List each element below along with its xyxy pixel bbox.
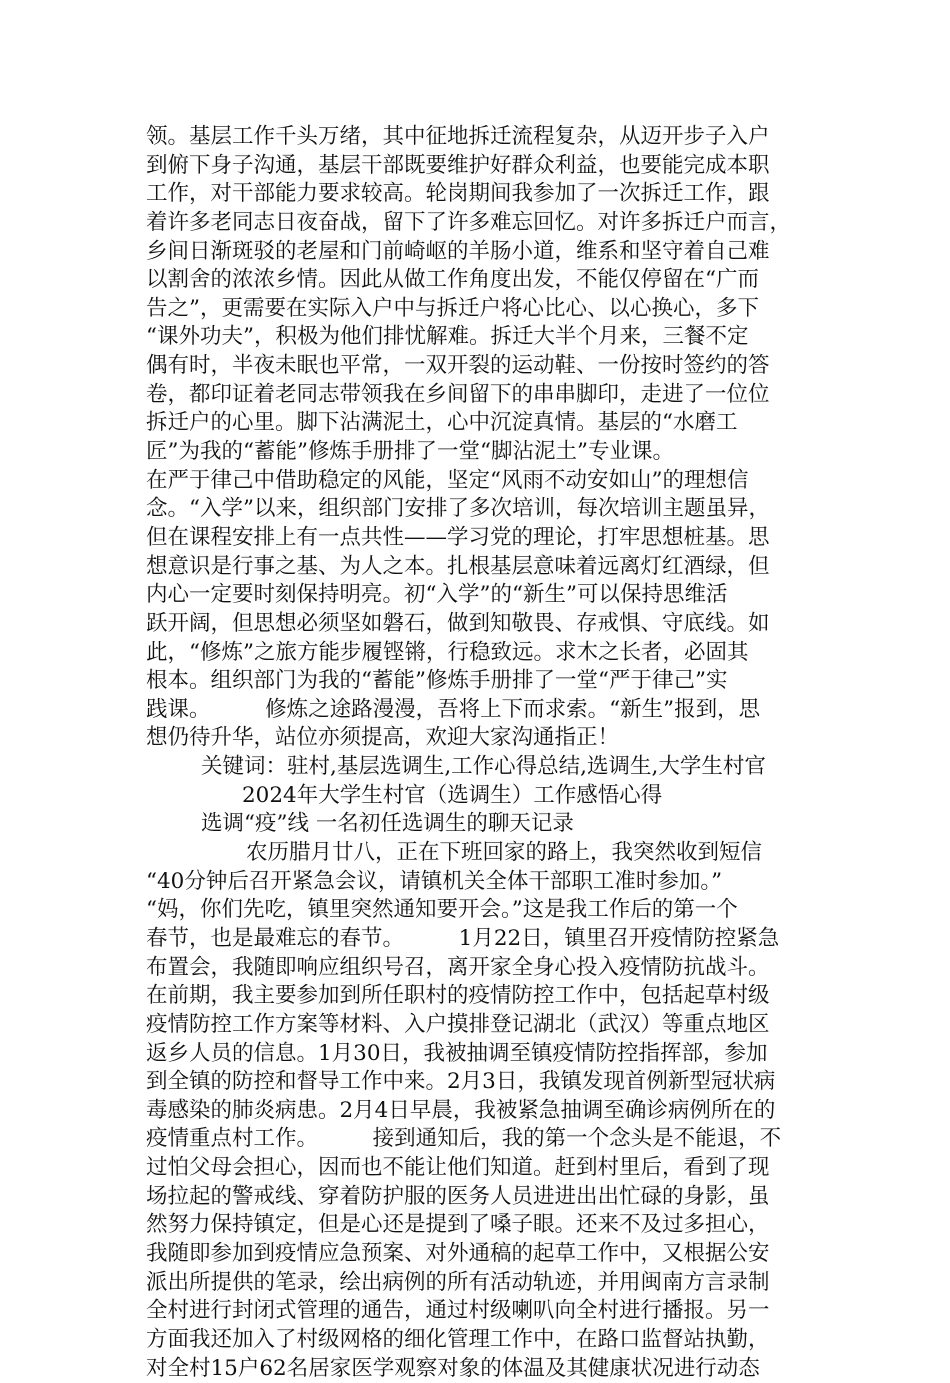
keywords-line: 关键词：驻村,基层选调生,工作心得总结,选调生,大学生村官 bbox=[201, 754, 766, 780]
paragraph-line: 全村进行封闭式管理的通告，通过村级喇叭向全村进行播报。另一 bbox=[146, 1298, 770, 1324]
paragraph-line: 卷，都印证着老同志带领我在乡间留下的串串脚印，走进了一位位 bbox=[146, 381, 770, 407]
paragraph-line: 告之”，更需要在实际入户中与拆迁户将心比心、以心换心，多下 bbox=[146, 295, 759, 321]
paragraph-line: 春节，也是最难忘的春节。 1月22日，镇里召开疫情防控紧急 bbox=[146, 925, 780, 951]
paragraph-line: 但在课程安排上有一点共性——学习党的理论，打牢思想桩基。思 bbox=[146, 524, 770, 550]
paragraph-line: 返乡人员的信息。1月30日，我被抽调至镇疫情防控指挥部，参加 bbox=[146, 1040, 768, 1066]
paragraph-line: 内心一定要时刻保持明亮。初“入学”的“新生”可以保持思维活 bbox=[146, 582, 728, 608]
paragraph-line: 想意识是行事之基、为人之本。扎根基层意味着远离灯红酒绿，但 bbox=[146, 553, 770, 579]
paragraph-line: 然努力保持镇定，但是心还是提到了嗓子眼。还来不及过多担心， bbox=[146, 1212, 770, 1238]
paragraph-line: 匠”为我的“蓄能”修炼手册排了一堂“脚沾泥土”专业课。 bbox=[146, 439, 674, 465]
paragraph-line: 此，“修炼”之旅方能步履铿锵，行稳致远。求木之长者，必固其 bbox=[146, 639, 749, 665]
paragraph-line: 乡间日渐斑驳的老屋和门前崎岖的羊肠小道，维系和坚守着自己难 bbox=[146, 238, 770, 264]
paragraph-line: 毒感染的肺炎病患。2月4日早晨，我被紧急抽调至确诊病例所在的 bbox=[146, 1097, 776, 1123]
paragraph-line: 工作，对干部能力要求较高。轮岗期间我参加了一次拆迁工作，跟 bbox=[146, 181, 770, 207]
paragraph-line: 想仍待升华，站位亦须提高，欢迎大家沟通指正！ bbox=[146, 725, 620, 751]
paragraph-line: 在严于律己中借助稳定的风能，坚定“风雨不动安如山”的理想信 bbox=[146, 467, 749, 493]
paragraph-line: 以割舍的浓浓乡情。因此从做工作角度出发，不能仅停留在“广而 bbox=[146, 267, 759, 293]
paragraph-line: 农历腊月廿八，正在下班回家的路上，我突然收到短信 bbox=[246, 840, 763, 866]
paragraph-line: 领。基层工作千头万绪，其中征地拆迁流程复杂，从迈开步子入户 bbox=[146, 124, 770, 149]
paragraph-line: 场拉起的警戒线、穿着防护服的医务人员进进出出忙碌的身影，虽 bbox=[146, 1183, 770, 1209]
paragraph-line: 到全镇的防控和督导工作中来。2月3日，我镇发现首例新型冠状病 bbox=[146, 1069, 776, 1095]
paragraph-line: 着许多老同志日夜奋战，留下了许多难忘回忆。对许多拆迁户而言， bbox=[146, 209, 792, 235]
paragraph-line: 根本。组织部门为我的“蓄能”修炼手册排了一堂“严于律己”实 bbox=[146, 668, 728, 694]
paragraph-line: “40分钟后召开紧急会议，请镇机关全体干部职工准时参加。” bbox=[146, 868, 723, 894]
paragraph-line: 在前期，我主要参加到所任职村的疫情防控工作中，包括起草村级 bbox=[146, 983, 770, 1009]
paragraph-line: 到俯下身子沟通，基层干部既要维护好群众利益，也要能完成本职 bbox=[146, 152, 770, 178]
paragraph-line: 过怕父母会担心，因而也不能让他们知道。赶到村里后，看到了现 bbox=[146, 1155, 770, 1181]
paragraph-line: 对全村15户62名居家医学观察对象的体温及其健康状况进行动态 bbox=[146, 1355, 760, 1381]
document-body bbox=[146, 123, 836, 1383]
section-heading: 2024年大学生村官（选调生）工作感悟心得 bbox=[242, 782, 663, 808]
paragraph-line: 布置会，我随即响应组织号召，离开家全身心投入疫情防抗战斗。 bbox=[146, 954, 770, 980]
paragraph-line: “妈，你们先吃，镇里突然通知要开会。”这是我工作后的第一个 bbox=[146, 897, 738, 923]
paragraph-line: 疫情重点村工作。 接到通知后，我的第一个念头是不能退，不 bbox=[146, 1126, 782, 1152]
section-subheading: 选调“疫”线 一名初任选调生的聊天记录 bbox=[201, 811, 574, 837]
paragraph-line: 拆迁户的心里。脚下沾满泥土，心中沉淀真情。基层的“水磨工 bbox=[146, 410, 738, 436]
paragraph-line: “课外功夫”，积极为他们排忧解难。拆迁大半个月来，三餐不定 bbox=[146, 324, 749, 350]
paragraph-line: 派出所提供的笔录，绘出病例的所有活动轨迹，并用闽南方言录制 bbox=[146, 1269, 770, 1295]
paragraph-line: 方面我还加入了村级网格的细化管理工作中，在路口监督站执勤， bbox=[146, 1326, 770, 1352]
paragraph-line: 跃开阔，但思想必须坚如磐石，做到知敬畏、存戒惧、守底线。如 bbox=[146, 610, 770, 636]
paragraph-line: 疫情防控工作方案等材料、入户摸排登记湖北（武汉）等重点地区 bbox=[146, 1011, 770, 1037]
paragraph-line: 我随即参加到疫情应急预案、对外通稿的起草工作中，又根据公安 bbox=[146, 1240, 770, 1266]
paragraph-line: 践课。 修炼之途路漫漫，吾将上下而求索。“新生”报到，思 bbox=[146, 696, 761, 722]
paragraph-line: 念。“入学”以来，组织部门安排了多次培训，每次培训主题虽异， bbox=[146, 496, 770, 522]
paragraph-line: 偶有时，半夜未眠也平常，一双开裂的运动鞋、一份按时签约的答 bbox=[146, 353, 770, 379]
